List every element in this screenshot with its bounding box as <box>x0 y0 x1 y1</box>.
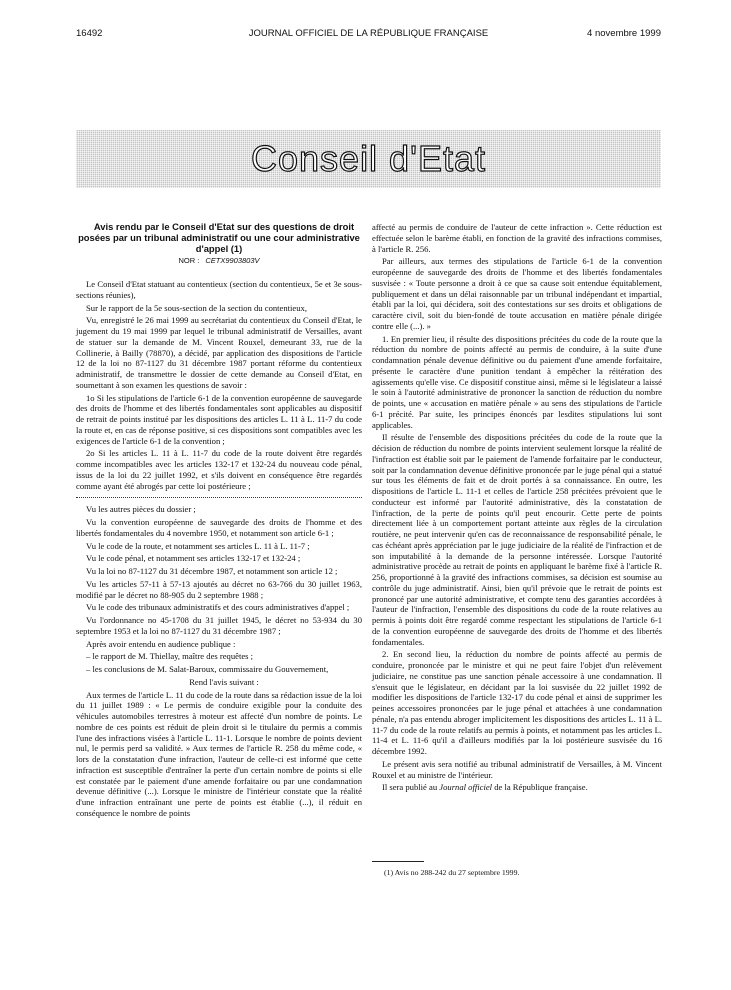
visa: Vu l'ordonnance no 45-1708 du 31 juillet 1945, le décret no 53-934 du 30 septembre 1953 et la loi no 87-1127 du 31 décembre 1987 ; <box>76 615 362 636</box>
nor-label: NOR : <box>178 256 200 266</box>
dotted-separator <box>76 497 362 498</box>
paragraph: affecté au permis de conduire de l'auteur de cette infraction ». Cette réduction est effectuée selon le barème établi, en fonction de la gravité des infractions commises, à l'article R. 256. <box>372 222 662 254</box>
paragraph: 2. En second lieu, la réduction du nombre de points affecté au permis de conduire, prononcée par le ministre et qui ne peut faire l'objet d'un relèvement judiciaire, ne constitue pas une sanction pénale accessoire à une condamnation. Il s'ensuit que le législateur, en décidant par la loi susvisée du 22 juillet 1992 de modifier les dispositions de l'article 132-17 du code pénal et ainsi de supprimer les peines accessoires prononcées par le juge pénal et attachées à une condamnation pénale, n'a pas entendu abroger implicitement les dispositions des articles L. 11 à L. 11-7 du code de la route relatifs au permis à points, et notamment pas les articles L. 11-4 et L. 11-6 qu'il a d'ailleurs modifiés par la loi postérieure susvisée du 16 décembre 1992. <box>372 649 662 756</box>
section-banner <box>76 130 661 188</box>
issue-date: 4 novembre 1999 <box>587 28 661 39</box>
page-header <box>76 28 661 42</box>
left-column <box>76 222 362 821</box>
visa: Vu le code des tribunaux administratifs et des cours administratives d'appel ; <box>86 602 350 613</box>
paragraph: Sur le rapport de la 5e sous-section de la section du contentieux, <box>86 302 307 313</box>
paragraph: 1o Si les stipulations de l'article 6-1 de la convention européenne de sauvegarde des droits de l'homme et des libertés fondamentales sont applicables au dispositif de retrait de points institué par les dispositions des articles L. 11 à L. 11-7 du code la route et, en cas de réponse positive, si ces dispositions sont compatibles avec les exigences de l'article 6-1 de la convention ; <box>76 392 362 446</box>
paragraph: Vu, enregistré le 26 mai 1999 au secrétariat du contentieux du Conseil d'Etat, le jugement du 19 mai 1999 par lequel le tribunal administratif de Versailles, avant de statuer sur la demande de M. Vincent Rouxel, demeurant 33, rue de la Collinerie, à Bailly (78870), a décidé, par application des dispositions de l'article 12 de la loi no 87-1127 du 31 décembre 1987 portant réforme du contentieux administratif, de transmettre le dossier de cette demande au Conseil d'Etat, en soumettant à son examen les questions de savoir : <box>76 315 362 390</box>
visa: Vu les autres pièces du dossier ; <box>86 504 196 515</box>
paragraph: Aux termes de l'article L. 11 du code de la route dans sa rédaction issue de la loi du 11 juillet 1989 : « Le permis de conduire exigible pour la conduite des véhicules automobiles terrestres à moteur est affecté d'un nombre de points. Le nombre de ces points est réduit de plein droit si le titulaire du permis a commis l'une des infractions visées à l'article L. 11-1. Lorsque le nombre de points devient nul, le permis perd sa validité. » Aux termes de l'article R. 258 du même code, « lors de la constatation d'une infraction, l'auteur de celle-ci est informé que cette infraction est susceptible d'entraîner la perte d'un certain nombre de points si elle est constatée par le paiement d'une amende forfaitaire ou par une condamnation devenue définitive (...). Lorsque le ministre de l'intérieur constate que la réalité d'une infraction entraînant une perte de points est établie (...), il réduit en conséquence le nombre de points <box>76 689 362 818</box>
journal-title: JOURNAL OFFICIEL DE LA RÉPUBLIQUE FRANÇAISE <box>248 28 489 39</box>
journal-officiel-link-text: Journal officiel <box>439 782 493 793</box>
publication-text: Il sera publié au <box>382 782 438 793</box>
right-column <box>372 222 662 795</box>
paragraph: Par ailleurs, aux termes des stipulations de l'article 6-1 de la convention européenne de sauvegarde des droits de l'homme et des libertés fondamentales susvisée : « Toute personne a droit à ce que sa cause soit entendue équitablement, publiquement et dans un délai raisonnable par un tribunal indépendant et impartial, établi par la loi, qui décidera, soit des contestations sur ses droits et obligations de caractère civil, soit du bien-fondé de toute accusation en matière pénale dirigée contre elle (...). » <box>372 256 662 331</box>
nor-value: CETX9903803V <box>205 256 260 266</box>
footnote-rule <box>372 861 424 862</box>
visa: Vu le code de la route, et notamment ses articles L. 11 à L. 11-7 ; <box>86 540 310 551</box>
publication-text-end: de la République française. <box>494 782 588 793</box>
list-item: – le rapport de M. Thiellay, maître des requêtes ; <box>86 651 254 662</box>
avis-title: Avis rendu par le Conseil d'Etat sur des questions de droit posées par un tribunal administratif ou une cour administrative d'appel (1) <box>78 221 360 254</box>
nor-reference <box>76 256 362 267</box>
publication-paragraph <box>372 782 662 793</box>
paragraph: 1. En premier lieu, il résulte des dispositions précitées du code de la route que la réduction du nombre de points affecté au permis de conduire, à la suite d'une condamnation pénale devenue définitive ou du paiement d'une amende forfaitaire, présente le caractère d'une punition tendant à empêcher la réitération des agissements qu'elle vise. Ce dispositif constitue ainsi, même si le législateur a laissé le soin à l'autorité administrative de prononcer la sanction de réduction du nombre de points, une « accusation en matière pénale » au sens des stipulations de l'article 6-1 précité. Par suite, les principes énoncés par lesdites stipulations lui sont applicables. <box>372 333 662 430</box>
visa: Vu la loi no 87-1127 du 31 décembre 1987, et notamment son article 12 ; <box>86 566 338 577</box>
paragraph: Il résulte de l'ensemble des dispositions précitées du code de la route que la décision de réduction du nombre de points intervient seulement lorsque la réalité de l'infraction est établie soit par le paiement de l'amende forfaitaire par le conducteur, soit par la condamnation devenue définitive prononcée par le juge pénal qui a statué sur tous les éléments de fait et de droit portés à sa connaissance. En outre, les dispositions de l'article L. 11-1 et celles de l'article 258 précitées prévoient que le conducteur est informé par l'autorité administrative, dès la constatation de l'infraction, de la perte de points qu'il peut encourir. Cette perte de points directement liée à un comportement portant atteinte aux règles de la circulation routière, ne peut intervenir qu'en cas de reconnaissance de responsabilité pénale, le cas échéant après appréciation par le juge judiciaire de la réalité de l'infraction et de son imputabilité à la demande de la personne intéressée. Lorsque l'autorité administrative procède au retrait de points en appliquant le barème fixé à l'article R. 256, proportionné à la gravité des infractions commises, sa décision est soumise au contrôle du juge administratif. Ainsi, bien qu'il prévoie que le retrait de points est prononcé par une autorité administrative, et compte tenu des garanties accordées à l'auteur de l'infraction, l'ensemble des dispositions du code de la route relatives au permis à points doit être regardé comme respectant les stipulations de l'article 6-1 de la convention européenne de sauvegarde des droits de l'homme et des libertés fondamentales. <box>372 432 662 647</box>
page-number: 16492 <box>76 28 103 39</box>
banner-title: Conseil d'Etat <box>251 138 486 179</box>
list-item: – les conclusions de M. Salat-Baroux, commissaire du Gouvernement, <box>86 664 329 675</box>
visa: Vu les articles 57-11 à 57-13 ajoutés au décret no 63-766 du 30 juillet 1963, modifié par le décret no 88-905 du 2 septembre 1988 ; <box>76 578 362 600</box>
visa: Vu la convention européenne de sauvegarde des droits de l'homme et des libertés fondamentales du 4 novembre 1950, et notamment son article 6-1 ; <box>76 517 362 538</box>
paragraph: Le présent avis sera notifié au tribunal administratif de Versailles, à M. Vincent Rouxel et au ministre de l'intérieur. <box>372 758 662 780</box>
paragraph: Le Conseil d'Etat statuant au contentieux (section du contentieux, 5e et 3e sous-sections réunies), <box>76 279 362 300</box>
footnote: (1) Avis no 288-242 du 27 septembre 1999. <box>384 868 520 877</box>
visa: Vu le code pénal, et notamment ses articles 132-17 et 132-24 ; <box>86 553 301 564</box>
rend-avis-heading: Rend l'avis suivant : <box>189 676 259 687</box>
paragraph: 2o Si les articles L. 11 à L. 11-7 du code de la route doivent être regardés comme incompatibles avec les articles 132-17 et 132-24 du nouveau code pénal, issus de la loi du 22 juillet 1992, et s'ils doivent en conséquence être regardés comme ayant été abrogés par cette loi postérieure ; <box>76 448 362 491</box>
visa: Après avoir entendu en audience publique : <box>86 638 236 649</box>
